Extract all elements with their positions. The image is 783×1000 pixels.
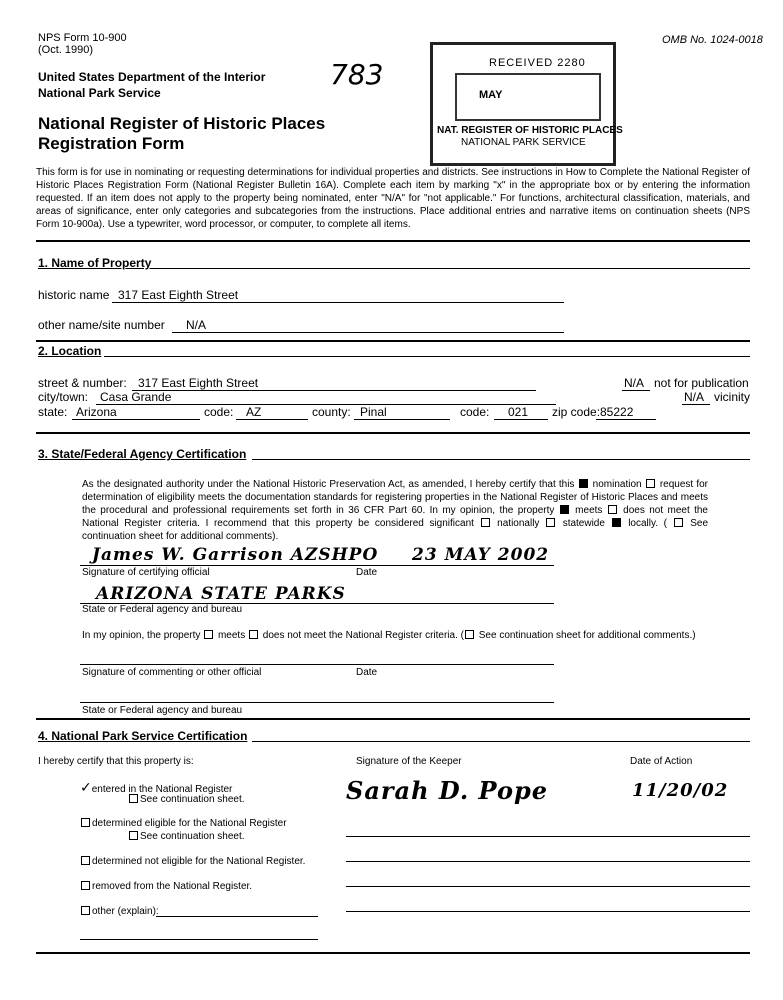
other-name-value[interactable]: N/A bbox=[186, 318, 207, 332]
comment-date-label: Date bbox=[356, 667, 378, 678]
nationally-checkbox[interactable] bbox=[481, 518, 490, 527]
opinion-text-a: In my opinion, the property bbox=[82, 630, 201, 641]
not-for-publication-value[interactable]: N/A bbox=[624, 376, 645, 390]
certification-text-a: As the designated authority under the National Historic Preservation Act, as amended, I hereby certify that this bbox=[82, 479, 575, 490]
section3-heading: 3. State/Federal Agency Certification bbox=[38, 447, 247, 461]
state-label: state: bbox=[38, 405, 68, 419]
action-date-value: 11/20/02 bbox=[632, 780, 729, 801]
vicinity-label: vicinity bbox=[714, 390, 751, 404]
city-value[interactable]: Casa Grande bbox=[100, 390, 172, 404]
meets-checkbox[interactable] bbox=[560, 505, 569, 514]
not-eligible-option[interactable] bbox=[80, 856, 305, 867]
signature-line bbox=[80, 565, 554, 566]
eligible-continuation-label: See continuation sheet. bbox=[140, 831, 245, 842]
entered-checkmark: ✓ bbox=[80, 780, 92, 796]
meets-label: meets bbox=[575, 505, 603, 516]
keeper-line bbox=[346, 836, 750, 837]
see-continuation-label: See continuation sheet for additional comments). bbox=[82, 518, 709, 542]
field-underline bbox=[682, 404, 710, 405]
divider bbox=[252, 741, 750, 742]
certification-paragraph bbox=[82, 478, 708, 543]
entered-label: entered in the National Register bbox=[91, 784, 233, 795]
other-explain-line-2[interactable] bbox=[80, 939, 318, 940]
other-option[interactable] bbox=[80, 906, 159, 917]
keeper-line bbox=[346, 861, 750, 862]
field-underline bbox=[112, 302, 564, 303]
comment-signature-label: Signature of commenting or other official bbox=[82, 667, 262, 678]
street-value[interactable]: 317 East Eighth Street bbox=[138, 376, 259, 390]
form-number: NPS Form 10-900 bbox=[38, 32, 127, 44]
section4-heading: 4. National Park Service Certification bbox=[38, 729, 248, 743]
field-underline bbox=[132, 390, 536, 391]
not-for-publication-label: not for publication bbox=[654, 376, 749, 390]
field-underline bbox=[494, 419, 548, 420]
not-eligible-checkbox[interactable] bbox=[81, 856, 90, 865]
divider bbox=[36, 340, 750, 342]
stamp-line1: NAT. REGISTER OF HISTORIC PLACES bbox=[437, 125, 623, 136]
keeper-label: Signature of the Keeper bbox=[356, 756, 462, 767]
stamp-received: RECEIVED 2280 bbox=[489, 57, 586, 69]
agency2-label: State or Federal agency and bureau bbox=[82, 705, 243, 716]
nomination-checkbox[interactable] bbox=[579, 479, 588, 488]
agency-handwritten: ARIZONA STATE PARKS bbox=[96, 584, 346, 604]
opinion-meets-label: meets bbox=[217, 630, 246, 641]
field-underline bbox=[172, 332, 564, 333]
date-label: Date bbox=[356, 567, 378, 578]
field-underline bbox=[72, 419, 200, 420]
intro-paragraph: This form is for use in nominating or requesting determinations for individual properties and districts. See instructions in How to Complete the National Register of Historic Places Registration Form (National Register Bulletin 16A). Complete each item by marking "x" in the appropriate box or by entering the information requested. If an item does not apply to the property being nominated, enter "N/A" for "not applicable." For functions, architectural classification, materials, and areas of significance, enter only categories and subcategories from the instructions. Place additional entries and narrative items on continuation sheets (NPS Form 10-900a). Use a typewriter, word processor, or computer, to complete all items. bbox=[36, 167, 750, 230]
removed-option[interactable] bbox=[80, 881, 252, 892]
keeper-line bbox=[346, 886, 750, 887]
other-checkbox[interactable] bbox=[81, 906, 90, 915]
keeper-signature: Sarah D. Pope bbox=[346, 776, 549, 805]
certification-text-b: request for determination of eligibility meets the documentation standards for registering properties in the National Register of Historic Places and meets the procedural and professional requirements set forth in 36 CFR Part 60. In my opinion, the property bbox=[82, 479, 708, 516]
divider bbox=[150, 268, 750, 269]
county-code-value[interactable]: 021 bbox=[508, 405, 529, 419]
omb-number: OMB No. 1024-0018 bbox=[662, 34, 763, 46]
form-title: National Register of Historic Places bbox=[38, 114, 326, 133]
agency2-line bbox=[80, 702, 554, 703]
historic-name-value[interactable]: 317 East Eighth Street bbox=[118, 288, 239, 302]
section2-heading: 2. Location bbox=[38, 344, 102, 358]
does-not-meet-checkbox[interactable] bbox=[608, 505, 617, 514]
county-label: county: bbox=[312, 405, 351, 419]
divider bbox=[36, 240, 750, 242]
agency: National Park Service bbox=[38, 86, 161, 100]
removed-checkbox[interactable] bbox=[81, 881, 90, 890]
opinion-not-meet-checkbox[interactable] bbox=[249, 630, 258, 639]
locally-label: locally. ( bbox=[628, 518, 667, 529]
request-checkbox[interactable] bbox=[646, 479, 655, 488]
other-label: other (explain): bbox=[92, 906, 159, 917]
entered-continuation-label: See continuation sheet. bbox=[140, 794, 245, 805]
section1-heading: 1. Name of Property bbox=[38, 256, 152, 270]
stamp-line2: NATIONAL PARK SERVICE bbox=[461, 137, 586, 148]
form-date: (Oct. 1990) bbox=[38, 44, 94, 56]
vicinity-value[interactable]: N/A bbox=[684, 390, 705, 404]
state-value[interactable]: Arizona bbox=[76, 405, 117, 419]
see-continuation-checkbox[interactable] bbox=[674, 518, 683, 527]
eligible-checkbox[interactable] bbox=[81, 818, 90, 827]
signature-label: Signature of certifying official bbox=[82, 567, 210, 578]
entered-continuation-checkbox[interactable] bbox=[129, 794, 138, 803]
state-code-label: code: bbox=[204, 405, 234, 419]
stamp-box bbox=[455, 73, 601, 121]
certification-text-c: does not meet the National Register criteria. I recommend that this property be considered significant bbox=[82, 505, 708, 529]
statewide-label: statewide bbox=[562, 518, 605, 529]
divider bbox=[252, 459, 750, 460]
opinion-text-c: See continuation sheet for additional comments.) bbox=[478, 630, 696, 641]
opinion-continuation-checkbox[interactable] bbox=[465, 630, 474, 639]
stamp-month: MAY bbox=[479, 89, 503, 101]
state-code-value[interactable]: AZ bbox=[246, 405, 262, 419]
removed-label: removed from the National Register. bbox=[92, 881, 253, 892]
not-eligible-label: determined not eligible for the National Register. bbox=[92, 856, 306, 867]
comment-signature-line bbox=[80, 664, 554, 665]
entered-continuation[interactable] bbox=[128, 794, 245, 805]
certifying-signature: James W. Garrison AZSHPO bbox=[92, 545, 379, 565]
city-label: city/town: bbox=[38, 390, 89, 404]
received-stamp bbox=[430, 42, 623, 166]
opinion-text bbox=[82, 630, 696, 641]
opinion-meets-checkbox[interactable] bbox=[204, 630, 213, 639]
field-underline bbox=[354, 419, 450, 420]
divider bbox=[104, 356, 750, 357]
certify-text: I hereby certify that this property is: bbox=[38, 756, 194, 767]
field-underline bbox=[236, 419, 308, 420]
eligible-option[interactable] bbox=[80, 818, 287, 829]
department: United States Department of the Interior bbox=[38, 70, 266, 84]
zip-label: zip code: bbox=[552, 405, 601, 419]
action-date-label: Date of Action bbox=[630, 756, 693, 767]
field-underline bbox=[596, 419, 656, 420]
zip-value[interactable]: 85222 bbox=[600, 405, 634, 419]
form-subtitle: Registration Form bbox=[38, 134, 185, 153]
opinion-text-b: does not meet the National Register criteria. ( bbox=[262, 630, 464, 641]
nomination-label: nomination bbox=[592, 479, 642, 490]
county-code-label: code: bbox=[460, 405, 490, 419]
county-value[interactable]: Pinal bbox=[360, 405, 387, 419]
divider bbox=[36, 952, 750, 954]
historic-name-label: historic name bbox=[38, 288, 110, 302]
eligible-label: determined eligible for the National Register bbox=[92, 818, 287, 829]
locally-checkbox[interactable] bbox=[612, 518, 621, 527]
statewide-checkbox[interactable] bbox=[546, 518, 555, 527]
divider bbox=[36, 718, 750, 720]
field-underline bbox=[622, 390, 650, 391]
other-explain-line[interactable] bbox=[156, 916, 318, 917]
divider bbox=[36, 432, 750, 434]
other-name-label: other name/site number bbox=[38, 318, 165, 332]
agency-label: State or Federal agency and bureau bbox=[82, 604, 243, 615]
nationally-label: nationally bbox=[497, 518, 540, 529]
handwritten-reference: 783 bbox=[330, 58, 384, 91]
street-label: street & number: bbox=[38, 376, 127, 390]
eligible-continuation-checkbox[interactable] bbox=[129, 831, 138, 840]
keeper-line bbox=[346, 911, 750, 912]
eligible-continuation[interactable] bbox=[128, 831, 245, 842]
certifying-date: 23 MAY 2002 bbox=[412, 545, 550, 565]
